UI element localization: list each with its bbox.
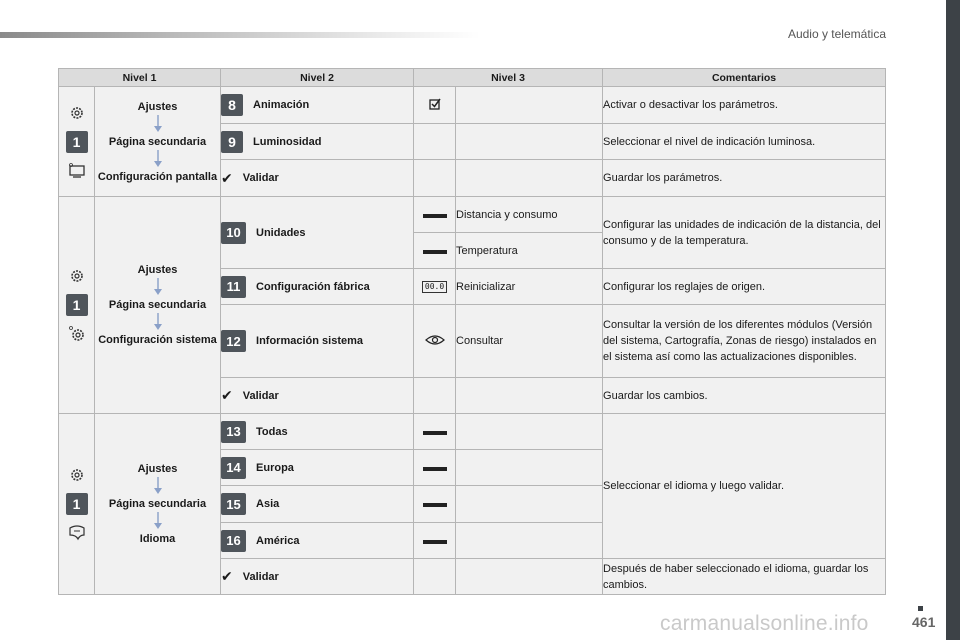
step-badge: 14	[221, 457, 246, 479]
nivel2-cell	[221, 305, 414, 378]
nivel3-text	[456, 160, 603, 197]
arrow-down-icon	[153, 313, 163, 331]
nivel3-text	[456, 559, 603, 595]
step-badge: 11	[221, 276, 246, 298]
nivel3-text: Temperatura	[456, 233, 603, 269]
table-header-row	[59, 69, 886, 87]
bar-icon	[423, 503, 447, 507]
option-label: Luminosidad	[253, 135, 322, 148]
nivel2-cell	[221, 486, 414, 523]
gear-icon	[68, 466, 86, 484]
checkbox-icon	[429, 98, 441, 110]
bar-icon	[423, 250, 447, 254]
comment-cell: Seleccionar el nivel de indicación luminosa.	[603, 124, 886, 160]
check-icon: ✔	[221, 568, 233, 584]
nivel3-text	[456, 124, 603, 160]
page-edge-bar	[946, 0, 960, 640]
nivel2-cell	[221, 160, 414, 197]
nivel3-icon-cell	[414, 450, 456, 486]
step-badge: 10	[221, 222, 246, 244]
header-comentarios: Comentarios	[603, 69, 886, 87]
reset-icon: 00.0	[422, 281, 447, 293]
nivel1-path	[95, 414, 221, 595]
option-label: Validar	[242, 570, 279, 583]
path-step-ajustes: Ajustes	[137, 100, 178, 113]
comment-cell: Configurar las unidades de indicación de la distancia, del consumo y de la temperatura.	[603, 197, 886, 269]
nivel3-text	[456, 414, 603, 450]
comment-cell: Activar o desactivar los parámetros.	[603, 87, 886, 124]
section-title: Audio y telemática	[787, 27, 886, 41]
check-icon: ✔	[221, 169, 233, 186]
bar-icon	[423, 540, 447, 544]
comment-cell: Guardar los parámetros.	[603, 160, 886, 197]
nivel3-icon-cell	[414, 486, 456, 523]
nivel3-icon-cell	[414, 414, 456, 450]
comment-cell: Guardar los cambios.	[603, 378, 886, 414]
nivel2-cell	[221, 197, 414, 269]
nivel2-cell	[221, 523, 414, 559]
option-label: Todas	[256, 425, 288, 438]
nivel1-icons	[59, 197, 95, 414]
arrow-down-icon	[153, 512, 163, 530]
comment-cell: Después de haber seleccionado el idioma, guardar los cambios.	[603, 559, 886, 595]
nivel3-icon-cell	[414, 87, 456, 124]
nivel1-path	[95, 87, 221, 197]
nivel2-cell	[221, 378, 414, 414]
nivel3-icon-cell	[414, 559, 456, 595]
step-badge: 15	[221, 493, 246, 515]
path-step-secundaria: Página secundaria	[108, 135, 207, 148]
settings-table	[58, 68, 886, 595]
comment-cell: Seleccionar el idioma y luego validar.	[603, 414, 886, 559]
path-step-final: Configuración sistema	[98, 334, 217, 346]
gear-icon	[68, 267, 86, 285]
arrow-down-icon	[153, 150, 163, 168]
nivel2-cell	[221, 414, 414, 450]
option-label: Configuración fábrica	[256, 280, 370, 293]
top-gradient-bar	[0, 32, 480, 38]
option-label: Animación	[253, 99, 310, 111]
nivel2-cell	[221, 450, 414, 486]
table-row	[59, 87, 886, 124]
path-step-secundaria: Página secundaria	[108, 299, 207, 311]
table-row	[59, 197, 886, 233]
nivel3-text	[456, 523, 603, 559]
nivel3-icon-cell	[414, 233, 456, 269]
nivel2-cell	[221, 559, 414, 595]
path-step-secundaria: Página secundaria	[108, 498, 207, 510]
option-label: Validar	[242, 172, 279, 184]
header-nivel-3: Nivel 3	[414, 69, 603, 87]
arrow-down-icon	[153, 477, 163, 495]
nivel1-icons	[59, 87, 95, 197]
path-step-ajustes: Ajustes	[137, 463, 178, 475]
nivel3-icon-cell	[414, 523, 456, 559]
nivel3-icon-cell	[414, 197, 456, 233]
comment-cell: Consultar la versión de los diferentes módulos (Versión del sistema, Cartografía, Zonas de riesgo) instalados en el sistema así como las actualizaciones disponibles.	[603, 305, 886, 378]
nivel1-icons	[59, 414, 95, 595]
option-label: Europa	[256, 461, 294, 474]
table-row	[59, 414, 886, 450]
comment-cell: Configurar los reglajes de origen.	[603, 269, 886, 305]
step-badge: 1	[66, 131, 88, 153]
nivel3-icon-cell	[414, 124, 456, 160]
path-step-final: Idioma	[139, 533, 176, 545]
nivel3-text: Consultar	[456, 305, 603, 378]
header-nivel-2: Nivel 2	[221, 69, 414, 87]
step-badge: 16	[221, 530, 246, 552]
step-badge: 1	[66, 493, 88, 515]
nivel3-icon-cell	[414, 160, 456, 197]
system-settings-icon	[68, 325, 86, 343]
option-label: Asia	[256, 498, 280, 510]
gear-icon	[68, 104, 86, 122]
bar-icon	[423, 214, 447, 218]
nivel3-text: Distancia y consumo	[456, 197, 603, 233]
nivel3-text: Reinicializar	[456, 269, 603, 305]
nivel3-text	[456, 378, 603, 414]
screen-settings-icon	[68, 162, 86, 180]
option-label: Validar	[242, 389, 279, 402]
bar-icon	[423, 431, 447, 435]
eye-icon	[425, 334, 445, 346]
path-step-ajustes: Ajustes	[137, 264, 178, 276]
nivel3-icon-cell	[414, 305, 456, 378]
nivel2-cell	[221, 87, 414, 124]
path-step-final: Configuración pantalla	[97, 170, 218, 183]
step-badge: 1	[66, 294, 88, 316]
step-badge: 8	[221, 94, 243, 116]
bar-icon	[423, 467, 447, 471]
step-badge: 12	[221, 330, 246, 352]
header-nivel-1: Nivel 1	[59, 69, 221, 87]
nivel1-path	[95, 197, 221, 414]
step-badge: 13	[221, 421, 246, 443]
nivel2-cell	[221, 269, 414, 305]
option-label: Información sistema	[256, 335, 363, 347]
nivel2-cell	[221, 124, 414, 160]
check-icon: ✔	[221, 387, 233, 403]
watermark: carmanualsonline.info	[660, 612, 869, 635]
nivel3-icon-cell	[414, 378, 456, 414]
nivel3-text	[456, 486, 603, 523]
arrow-down-icon	[153, 278, 163, 296]
step-badge: 9	[221, 131, 243, 153]
nivel3-text	[456, 87, 603, 124]
language-icon	[68, 524, 86, 542]
nivel3-icon-cell	[414, 269, 456, 305]
nivel3-text	[456, 450, 603, 486]
option-label: América	[256, 534, 300, 547]
option-label: Unidades	[256, 226, 306, 239]
arrow-down-icon	[153, 115, 163, 133]
page-marker	[918, 606, 923, 611]
page-number: 461	[912, 614, 936, 630]
